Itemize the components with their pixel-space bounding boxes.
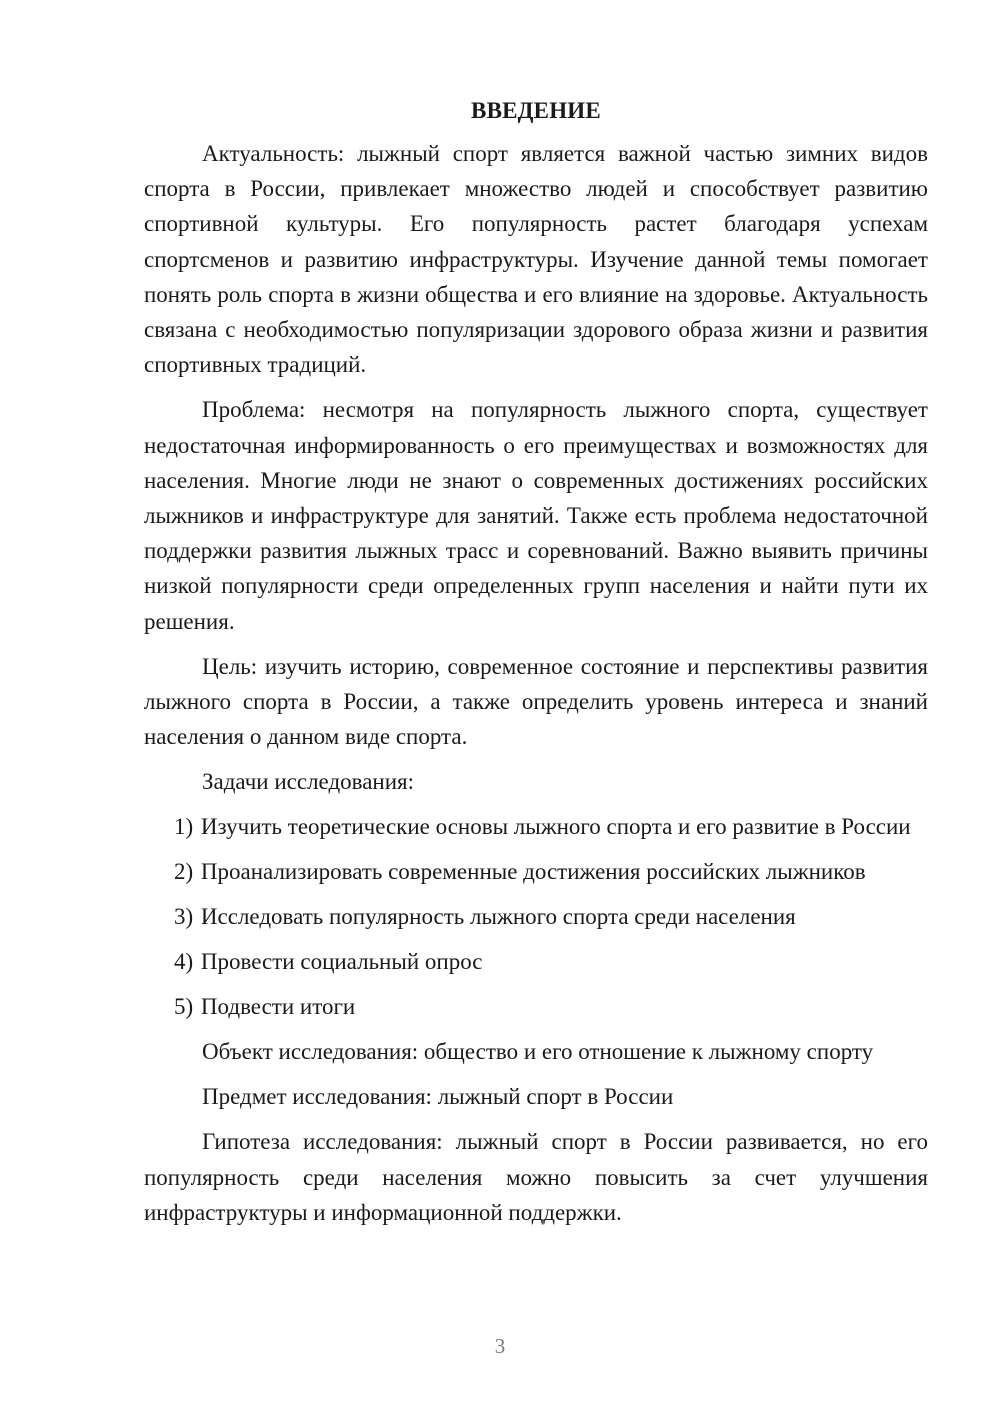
list-item-number: 4) xyxy=(174,949,194,975)
list-item xyxy=(144,989,928,1024)
list-item xyxy=(144,854,928,889)
list-item-text: Исследовать популярность лыжного спорта среди населения xyxy=(200,904,796,930)
paragraph-goal: Цель: изучить историю, современное состояние и перспективы развития лыжного спорта в России, а также определить уровень интереса и знаний населения о данном виде спорта. xyxy=(144,653,928,750)
list-item-number: 1) xyxy=(174,814,194,840)
list-item-text: Изучить теоретические основы лыжного спорта и его развитие в России xyxy=(200,814,911,840)
list-item-text: Провести социальный опрос xyxy=(200,949,483,975)
paragraph-hypothesis: Гипотеза исследования: лыжный спорт в России развивается, но его популярность среди населения можно повысить за счет улучшения инфраструктуры и информационной поддержки. xyxy=(144,1129,928,1225)
list-item-text: Подвести итоги xyxy=(200,994,356,1020)
paragraph-object: Объект исследования: общество и его отношение к лыжному спорту xyxy=(202,1039,874,1065)
paragraph-problem: Проблема: несмотря на популярность лыжного спорта, существует недостаточная информированность о его преимуществах и возможностях для населения. Многие люди не знают о современных достижениях российских лыжников и инфраструктуре для занятий. Также есть проблема недостаточной поддержки развития лыжных трасс и соревнований. Важно выявить причины низкой популярности среди определенных групп населения и найти пути их решения. xyxy=(144,397,928,634)
list-item-number: 3) xyxy=(174,904,194,930)
page-content xyxy=(144,96,928,1240)
paragraph-relevance: Актуальность: лыжный спорт является важной частью зимних видов спорта в России, привлекает множество людей и способствует развитию спортивной культуры. Его популярность растет благодаря успехам спортсменов и развитию инфраструктуры. Изучение данной темы помогает понять роль спорта в жизни общества и его влияние на здоровье. Актуальность связана с необходимостью популяризации здорового образа жизни и развития спортивных традиций. xyxy=(144,141,928,378)
list-item xyxy=(144,899,928,934)
list-item-number: 5) xyxy=(174,994,194,1020)
list-item-text: Проанализировать современные достижения российских лыжников xyxy=(200,859,866,885)
tasks-heading: Задачи исследования: xyxy=(202,769,415,795)
list-item xyxy=(144,809,928,844)
page-title: ВВЕДЕНИЕ xyxy=(471,98,601,123)
list-item xyxy=(144,944,928,979)
paragraph-subject: Предмет исследования: лыжный спорт в России xyxy=(202,1084,674,1110)
list-item-number: 2) xyxy=(174,859,194,885)
page-number: 3 xyxy=(494,1334,506,1358)
